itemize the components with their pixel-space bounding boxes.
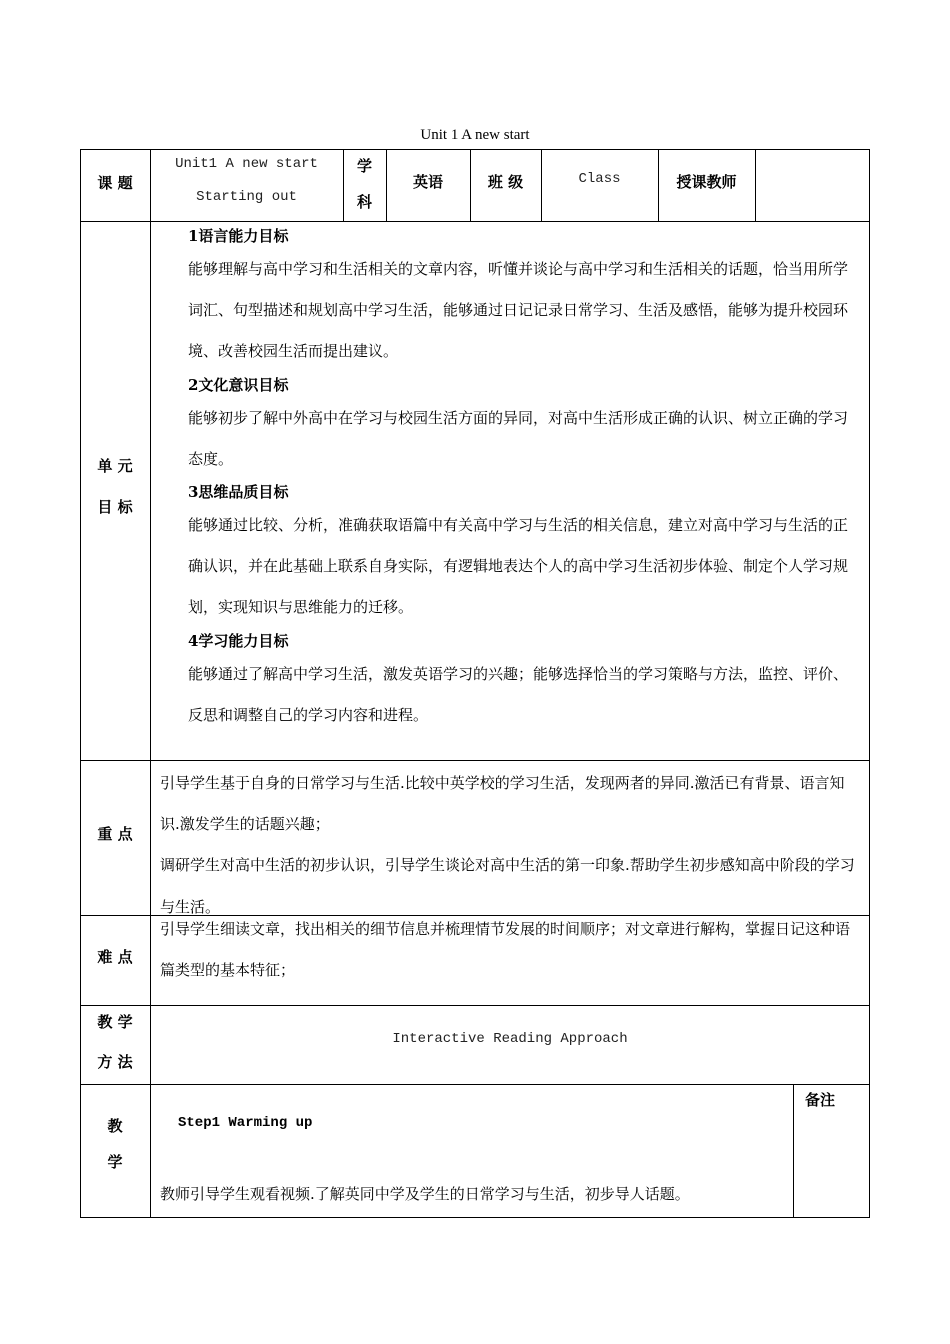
difficulties-content <box>160 909 862 991</box>
key-points-text-2: 调研学生对高中生活的初步认识，引导学生谈论对高中生活的第一印象.帮助学生初步感知高中阶段的学习与生活。 <box>160 856 855 916</box>
row-divider <box>80 221 870 222</box>
step-heading: Step1 Warming up <box>178 1115 313 1131</box>
unit-goals-label-1: 单 元 <box>97 457 133 475</box>
difficulties-label: 难 点 <box>97 948 133 966</box>
column-divider <box>150 149 151 1218</box>
method-value: Interactive Reading Approach <box>392 1031 628 1047</box>
thinking-goal-text: 能够通过比较、分析，准确获取语篇中有关高中学习与生活的相关信息，建立对高中学习与生活的正确认识，并在此基础上联系自身实际，有逻辑地表达个人的高中学习生活初步体验、制定个人学习规划，实现知识与思维能力的迁移。 <box>188 516 849 617</box>
method-label-2: 方 法 <box>97 1053 133 1071</box>
subject-value: 英语 <box>412 173 443 191</box>
difficulties-text: 引导学生细读文章，找出相关的细节信息并梳理情节发展的时间顺序；对文章进行解构，掌握日记这种语篇类型的基本特征； <box>160 920 851 980</box>
unit-goals-content <box>188 226 862 736</box>
process-label-2: 学 <box>107 1153 123 1171</box>
unit-goals-label-2: 目 标 <box>97 498 133 516</box>
method-label-1: 教 学 <box>97 1013 133 1031</box>
culture-goal-text: 能够初步了解中外高中在学习与校园生活方面的异同，对高中生活形成正确的认识、树立正确的学习态度。 <box>188 408 849 468</box>
topic-label: 课 题 <box>97 174 133 192</box>
subject-label-2: 科 <box>356 193 372 211</box>
language-goal-heading: 1语言能力目标 <box>188 227 289 245</box>
key-points-content <box>160 763 862 928</box>
row-divider <box>80 1005 870 1006</box>
class-label: 班 级 <box>487 173 524 191</box>
thinking-goal-heading: 3思维品质目标 <box>188 483 289 502</box>
notes-label: 备注 <box>804 1091 835 1109</box>
column-divider <box>755 149 756 221</box>
class-value: Class <box>578 171 621 187</box>
row-divider <box>80 1084 870 1085</box>
topic-line-1: Unit1 A new start <box>175 156 318 172</box>
learning-goal-heading: 4学习能力目标 <box>188 631 289 650</box>
key-points-label: 重 点 <box>97 825 133 843</box>
teacher-label: 授课教师 <box>676 173 737 191</box>
subject-label-1: 学 <box>356 157 372 175</box>
topic-line-2: Starting out <box>196 189 297 205</box>
row-divider <box>80 760 870 761</box>
document-title: Unit 1 A new start <box>420 127 530 143</box>
key-points-text-1: 引导学生基于自身的日常学习与生活.比较中英学校的学习生活，发现两者的异同.激活已有背景、语言知识.激发学生的话题兴趣； <box>160 774 845 834</box>
language-goal-text: 能够理解与高中学习和生活相关的文章内容，听懂并谈论与高中学习和生活相关的话题，恰当用所学词汇、句型描述和规划高中学习生活，能够通过日记记录日常学习、生活及感悟，能够为提升校园环境、改善校园生活而提出建议。 <box>188 260 849 361</box>
process-label-1: 教 <box>107 1117 123 1135</box>
culture-goal-heading: 2文化意识目标 <box>188 375 289 394</box>
learning-goal-text: 能够通过了解高中学习生活，激发英语学习的兴趣；能够选择恰当的学习策略与方法，监控、评价、反思和调整自己的学习内容和进程。 <box>188 664 849 724</box>
process-text: 教师引导学生观看视频.了解英同中学及学生的日常学习与生活，初步导人话题。 <box>160 1185 690 1203</box>
